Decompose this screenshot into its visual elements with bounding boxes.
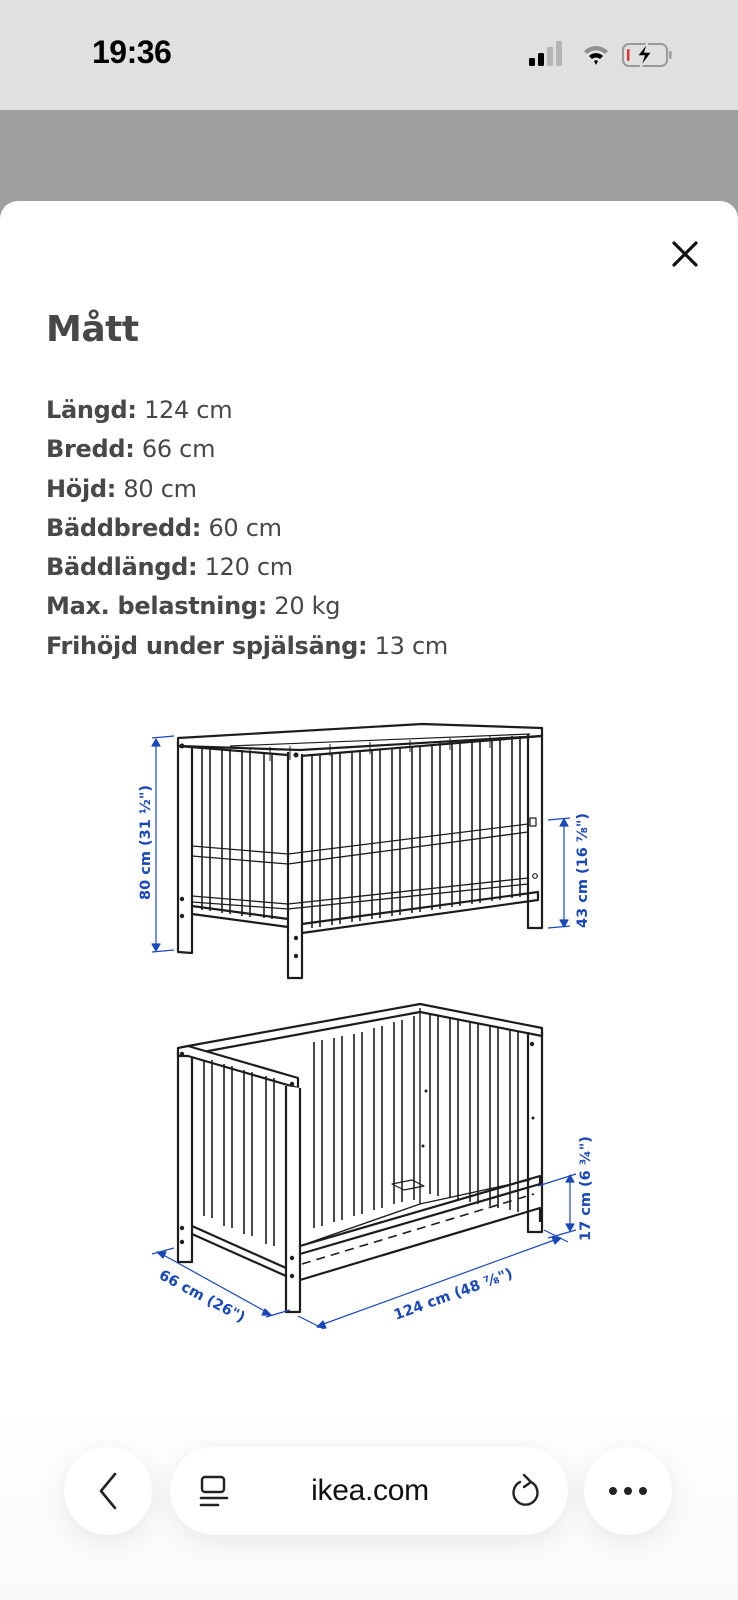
signal-icon — [529, 41, 562, 66]
bed-height-bottom-label: 17 cm (6 ¾") — [578, 1136, 594, 1241]
spec-value: 66 cm — [134, 435, 216, 464]
reload-icon — [510, 1473, 542, 1509]
status-icons — [528, 40, 678, 70]
spec-row-length — [46, 391, 448, 430]
address-bar[interactable] — [170, 1447, 568, 1535]
url-text[interactable]: ikea.com — [311, 1474, 429, 1507]
spec-value: 124 cm — [136, 396, 233, 424]
bed-height-top-label: 43 cm (16 ⅞") — [575, 812, 591, 928]
width-label: 66 cm (26") — [156, 1267, 248, 1327]
spec-value: 80 cm — [116, 474, 197, 503]
crib-drawing-bottom — [178, 1004, 542, 1312]
back-button[interactable] — [64, 1447, 152, 1535]
spec-row-bed-width — [46, 509, 448, 548]
spec-row-height — [46, 470, 448, 509]
height-label: 80 cm (31 ½") — [138, 784, 154, 900]
status-time: 19:36 — [92, 34, 172, 70]
reader-icon — [198, 1474, 230, 1508]
more-icon — [608, 1486, 648, 1496]
spec-label: Frihöjd under spjälsäng: — [46, 631, 368, 660]
wifi-icon — [584, 46, 608, 65]
crib-dimension-illustration — [130, 706, 700, 1366]
spec-row-clearance — [46, 627, 448, 666]
chevron-left-icon — [96, 1471, 120, 1511]
status-bar — [0, 0, 738, 110]
page-backdrop[interactable] — [0, 110, 738, 202]
spec-value: 60 cm — [201, 513, 282, 542]
dimension-lines-top — [152, 736, 570, 952]
spec-label: Bäddbredd: — [46, 513, 202, 542]
reload-button[interactable] — [510, 1473, 542, 1509]
length-label: 124 cm (48 ⅞") — [391, 1265, 515, 1324]
close-button[interactable] — [664, 233, 706, 275]
browser-toolbar — [0, 1405, 738, 1600]
spec-label: Bredd: — [46, 435, 135, 464]
spec-value: 13 cm — [367, 631, 448, 660]
spec-label: Höjd: — [46, 474, 117, 503]
dimensions-sheet — [0, 201, 738, 1600]
sheet-title: Mått — [46, 309, 139, 350]
spec-row-max-load — [46, 587, 448, 626]
spec-label: Bäddlängd: — [46, 553, 198, 582]
spec-label: Längd: — [46, 396, 137, 424]
spec-value: 20 kg — [267, 592, 341, 621]
crib-drawing-top — [178, 724, 542, 978]
spec-value: 120 cm — [197, 553, 293, 582]
close-icon — [671, 240, 699, 268]
dimensions-list — [46, 391, 448, 666]
battery-charging-icon — [623, 42, 672, 68]
more-button[interactable] — [584, 1447, 672, 1535]
spec-row-bed-length — [46, 548, 448, 587]
reader-button[interactable] — [198, 1474, 230, 1508]
spec-row-width — [46, 430, 448, 469]
spec-label: Max. belastning: — [46, 592, 268, 621]
